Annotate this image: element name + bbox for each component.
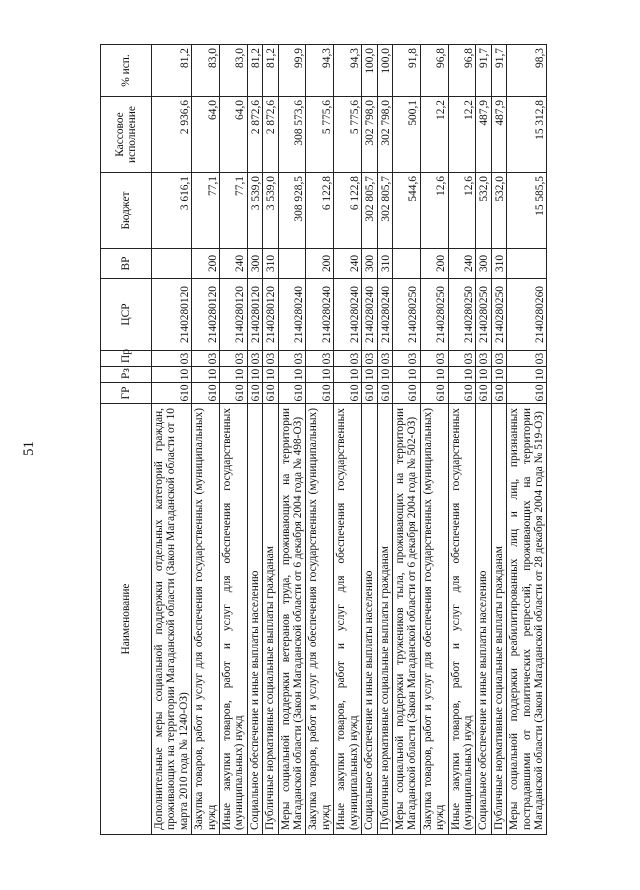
cell-csr: 2140280240 [278,279,306,351]
cell-vr: 200 [306,249,334,279]
cell-pr: 03 [152,351,192,367]
table-row [306,45,334,835]
cell-pct: 91,7 [491,45,506,97]
cell-pr: 03 [448,351,476,367]
cell-kasso: 308 573,6 [278,97,306,173]
cell-csr: 2140280260 [507,279,547,351]
cell-gr: 610 [507,383,547,404]
header-kasso: Кассовое исполнение [101,97,152,173]
table-row [491,45,506,835]
rotated-table-container [100,45,600,835]
cell-pct: 91,8 [392,45,420,97]
cell-kasso: 2 872,6 [263,97,278,173]
cell-name: Социальное обеспечение и иные выплаты населению [362,404,377,835]
cell-rz: 10 [334,367,362,383]
cell-csr: 2140280240 [377,279,392,351]
cell-kasso: 500,1 [392,97,420,173]
cell-csr: 2140280120 [247,279,262,351]
table-row [377,45,392,835]
header-pr: Пр [101,351,152,367]
cell-pr: 03 [220,351,248,367]
cell-pct: 96,8 [420,45,448,97]
cell-pct: 99,9 [278,45,306,97]
cell-name: Меры социальной поддержки ветеранов труда, проживающих на территории Магаданской области (Закон Магаданской области от 6 декабря 2004 года № 498-ОЗ) [278,404,306,835]
cell-kasso: 5 775,6 [334,97,362,173]
cell-gr: 610 [278,383,306,404]
table-row [507,45,547,835]
cell-kasso: 302 798,0 [362,97,377,173]
cell-csr: 2140280250 [420,279,448,351]
cell-csr: 2140280250 [448,279,476,351]
cell-gr: 610 [491,383,506,404]
cell-rz: 10 [377,367,392,383]
cell-vr: 310 [491,249,506,279]
cell-gr: 610 [192,383,220,404]
cell-rz: 10 [152,367,192,383]
cell-budget: 77,1 [220,173,248,249]
cell-budget: 302 805,7 [362,173,377,249]
cell-name: Социальное обеспечение и иные выплаты населению [247,404,262,835]
cell-kasso: 5 775,6 [306,97,334,173]
cell-name: Закупка товаров, работ и услуг для обеспечения государственных (муниципальных) нужд [420,404,448,835]
cell-budget: 3 539,0 [247,173,262,249]
cell-rz: 10 [392,367,420,383]
cell-pr: 03 [362,351,377,367]
cell-budget: 3 616,1 [152,173,192,249]
cell-csr: 2140280250 [491,279,506,351]
table-row [152,45,192,835]
cell-rz: 10 [476,367,491,383]
table-row [192,45,220,835]
table-row [392,45,420,835]
cell-gr: 610 [362,383,377,404]
cell-csr: 2140280120 [263,279,278,351]
cell-budget: 12,6 [420,173,448,249]
cell-kasso: 302 798,0 [377,97,392,173]
cell-kasso: 15 312,8 [507,97,547,173]
cell-rz: 10 [448,367,476,383]
cell-csr: 2140280120 [152,279,192,351]
page-number: 51 [21,441,37,456]
cell-name: Социальное обеспечение и иные выплаты населению [476,404,491,835]
cell-pct: 100,0 [377,45,392,97]
table-row [420,45,448,835]
cell-vr [507,249,547,279]
cell-vr: 300 [362,249,377,279]
table-row [476,45,491,835]
cell-gr: 610 [306,383,334,404]
cell-rz: 10 [192,367,220,383]
cell-kasso: 487,9 [491,97,506,173]
cell-rz: 10 [220,367,248,383]
cell-gr: 610 [476,383,491,404]
cell-pr: 03 [420,351,448,367]
cell-kasso: 12,2 [420,97,448,173]
table-body [152,45,547,835]
table-header-row [101,45,152,835]
cell-name: Публичные нормативные социальные выплаты гражданам [377,404,392,835]
header-pct: % исп. [101,45,152,97]
cell-name: Публичные нормативные социальные выплаты гражданам [491,404,506,835]
cell-csr: 2140280250 [392,279,420,351]
cell-csr: 2140280240 [334,279,362,351]
cell-name: Меры социальной поддержки реабилитированных лиц и лиц, признанных пострадавшими от политических репрессий, проживающих на территории Магаданской области (Закон Магаданской области от 28 декабря 2004 года № 519-ОЗ) [507,404,547,835]
cell-budget: 15 585,5 [507,173,547,249]
cell-pct: 83,0 [192,45,220,97]
cell-name: Закупка товаров, работ и услуг для обеспечения государственных (муниципальных) нужд [192,404,220,835]
cell-pct: 91,7 [476,45,491,97]
table-row [278,45,306,835]
header-rz: Рз [101,367,152,383]
cell-gr: 610 [448,383,476,404]
cell-pct: 81,2 [152,45,192,97]
cell-rz: 10 [362,367,377,383]
cell-vr: 200 [420,249,448,279]
cell-name: Закупка товаров, работ и услуг для обеспечения государственных (муниципальных) нужд [306,404,334,835]
cell-vr: 240 [448,249,476,279]
cell-vr: 310 [377,249,392,279]
cell-pct: 81,2 [263,45,278,97]
header-name: Наименование [101,404,152,835]
cell-pct: 96,8 [448,45,476,97]
cell-pr: 03 [192,351,220,367]
cell-budget: 6 122,8 [334,173,362,249]
table-row [220,45,248,835]
cell-kasso: 2 872,6 [247,97,262,173]
cell-vr: 200 [192,249,220,279]
cell-vr: 300 [247,249,262,279]
table-row [448,45,476,835]
cell-kasso: 64,0 [192,97,220,173]
table-row [362,45,377,835]
cell-vr: 240 [334,249,362,279]
cell-gr: 610 [152,383,192,404]
cell-budget: 302 805,7 [377,173,392,249]
cell-pr: 03 [306,351,334,367]
cell-vr [278,249,306,279]
cell-rz: 10 [306,367,334,383]
cell-rz: 10 [247,367,262,383]
cell-pr: 03 [507,351,547,367]
cell-csr: 2140280240 [306,279,334,351]
cell-rz: 10 [263,367,278,383]
table-row [334,45,362,835]
cell-pr: 03 [263,351,278,367]
cell-name: Иные закупки товаров, работ и услуг для обеспечения государственных (муниципальных) нужд [334,404,362,835]
cell-pr: 03 [476,351,491,367]
cell-budget: 12,6 [448,173,476,249]
cell-pct: 98,3 [507,45,547,97]
cell-gr: 610 [220,383,248,404]
cell-kasso: 487,9 [476,97,491,173]
table-row [263,45,278,835]
cell-pct: 94,3 [306,45,334,97]
cell-pr: 03 [278,351,306,367]
cell-rz: 10 [507,367,547,383]
cell-budget: 532,0 [491,173,506,249]
cell-name: Меры социальной поддержки тружеников тыла, проживающих на территории Магаданской области (Закон Магаданской области от 6 декабря 2004 года № 502-ОЗ) [392,404,420,835]
cell-name: Иные закупки товаров, работ и услуг для обеспечения государственных (муниципальных) нужд [220,404,248,835]
cell-gr: 610 [247,383,262,404]
cell-budget: 6 122,8 [306,173,334,249]
cell-pr: 03 [491,351,506,367]
cell-name: Публичные нормативные социальные выплаты гражданам [263,404,278,835]
cell-csr: 2140280120 [220,279,248,351]
cell-rz: 10 [278,367,306,383]
table-row [247,45,262,835]
header-budget: Бюджет [101,173,152,249]
cell-rz: 10 [420,367,448,383]
cell-kasso: 2 936,6 [152,97,192,173]
cell-pct: 83,0 [220,45,248,97]
cell-pct: 94,3 [334,45,362,97]
cell-budget: 544,6 [392,173,420,249]
cell-vr [152,249,192,279]
cell-pr: 03 [377,351,392,367]
cell-budget: 308 928,5 [278,173,306,249]
cell-vr: 240 [220,249,248,279]
cell-csr: 2140280240 [362,279,377,351]
cell-name: Дополнительные меры социальной поддержки отдельных категорий граждан, проживающих на территории Магаданской области (Закон Магаданской области от 10 марта 2010 года № 1240-ОЗ) [152,404,192,835]
cell-vr: 310 [263,249,278,279]
cell-pct: 100,0 [362,45,377,97]
cell-gr: 610 [377,383,392,404]
cell-rz: 10 [491,367,506,383]
cell-vr: 300 [476,249,491,279]
cell-pr: 03 [247,351,262,367]
cell-gr: 610 [334,383,362,404]
cell-budget: 77,1 [192,173,220,249]
cell-kasso: 64,0 [220,97,248,173]
cell-gr: 610 [420,383,448,404]
cell-vr [392,249,420,279]
cell-gr: 610 [263,383,278,404]
budget-table [100,44,547,835]
cell-gr: 610 [392,383,420,404]
cell-budget: 3 539,0 [263,173,278,249]
cell-csr: 2140280250 [476,279,491,351]
cell-budget: 532,0 [476,173,491,249]
cell-pr: 03 [334,351,362,367]
header-gr: ГР [101,383,152,404]
cell-csr: 2140280120 [192,279,220,351]
cell-pr: 03 [392,351,420,367]
header-vr: ВР [101,249,152,279]
header-csr: ЦСР [101,279,152,351]
cell-kasso: 12,2 [448,97,476,173]
cell-pct: 81,2 [247,45,262,97]
cell-name: Иные закупки товаров, работ и услуг для обеспечения государственных (муниципальных) нужд [448,404,476,835]
